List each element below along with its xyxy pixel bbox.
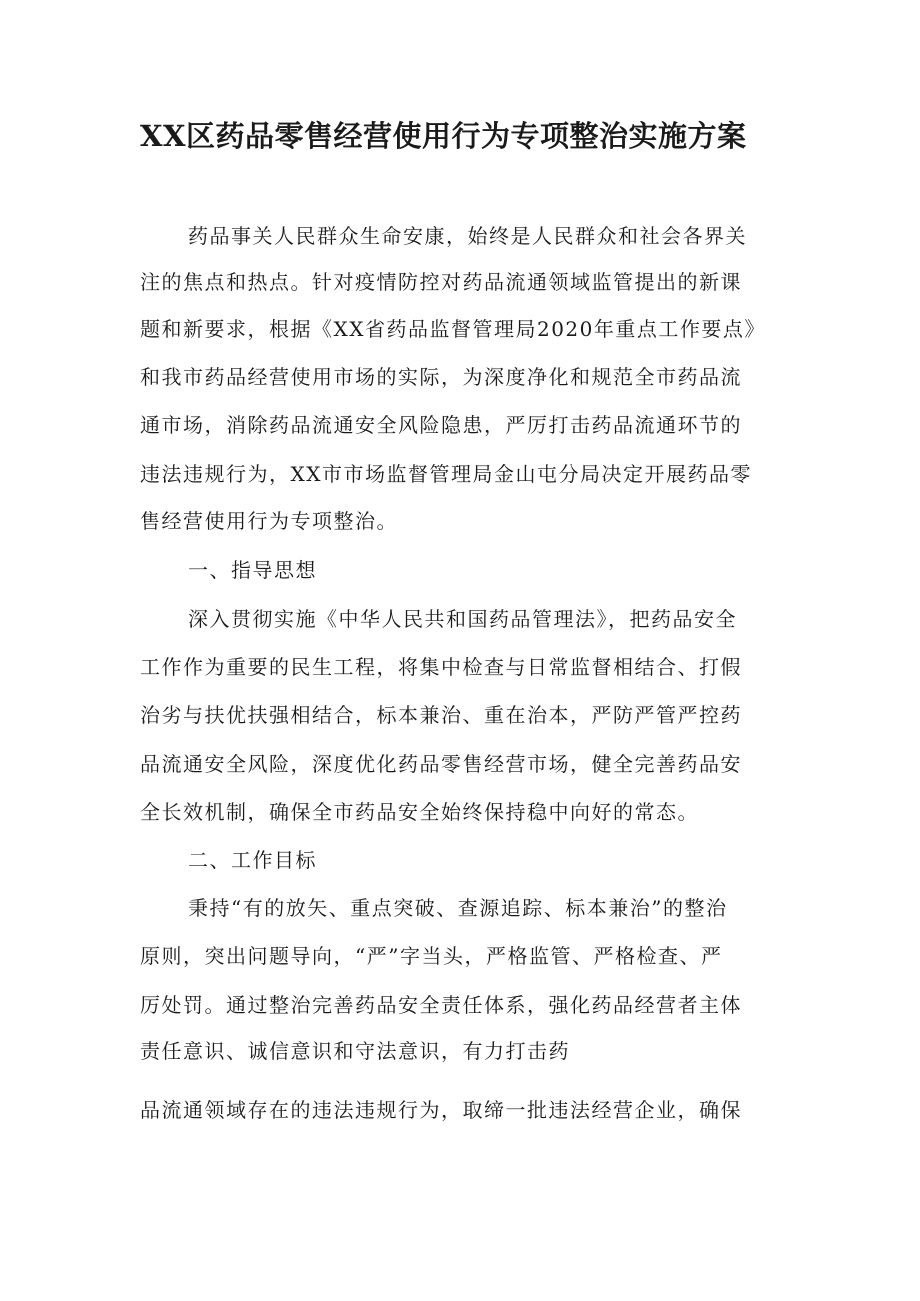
- paragraph-line: 和我市药品经营使用市场的实际，为深度净化和规范全市药品流: [140, 365, 742, 389]
- paragraph-line: 通市场，消除药品流通安全风险隐患，严厉打击药品流通环节的: [140, 413, 742, 437]
- paragraph-line: 品流通领域存在的违法违规行为，取缔一批违法经营企业，确保: [140, 1098, 742, 1122]
- section-heading: 一、指导思想: [188, 558, 317, 582]
- paragraph-line: 责任意识、诚信意识和守法意识，有力打击药: [140, 1039, 570, 1063]
- paragraph-line: 工作作为重要的民生工程，将集中检查与日常监督相结合、打假: [140, 655, 742, 679]
- paragraph-line: 售经营使用行为专项整治。: [140, 509, 398, 533]
- paragraph-line: 违法违规行为，XX市市场监督管理局金山屯分局决定开展药品零: [140, 462, 752, 486]
- paragraph-line: 药品事关人民群众生命安康，始终是人民群众和社会各界关: [188, 224, 747, 248]
- paragraph-line: 秉持“有的放矢、重点突破、查源追踪、标本兼治”的整治: [188, 896, 728, 920]
- document-title: XX区药品零售经营使用行为专项整治实施方案: [140, 119, 747, 153]
- paragraph-line: 注的焦点和热点。针对疫情防控对药品流通领域监管提出的新课: [140, 270, 742, 294]
- paragraph-line: 全长效机制，确保全市药品安全始终保持稳中向好的常态。: [140, 800, 699, 824]
- paragraph-line: 题和新要求，根据《XX省药品监督管理局2020年重点工作要点》: [140, 317, 766, 341]
- paragraph-line: 品流通安全风险，深度优化药品零售经营市场，健全完善药品安: [140, 752, 742, 776]
- section-heading: 二、工作目标: [188, 848, 317, 872]
- paragraph-line: 深入贯彻实施《中华人民共和国药品管理法》，把药品安全: [188, 607, 737, 631]
- paragraph-line: 治劣与扶优扶强相结合，标本兼治、重在治本，严防严管严控药: [140, 703, 742, 727]
- paragraph-line: 厉处罚。通过整治完善药品安全责任体系，强化药品经营者主体: [140, 993, 742, 1017]
- paragraph-line: 原则，突出问题导向，“严”字当头，严格监管、严格检查、严: [140, 944, 723, 968]
